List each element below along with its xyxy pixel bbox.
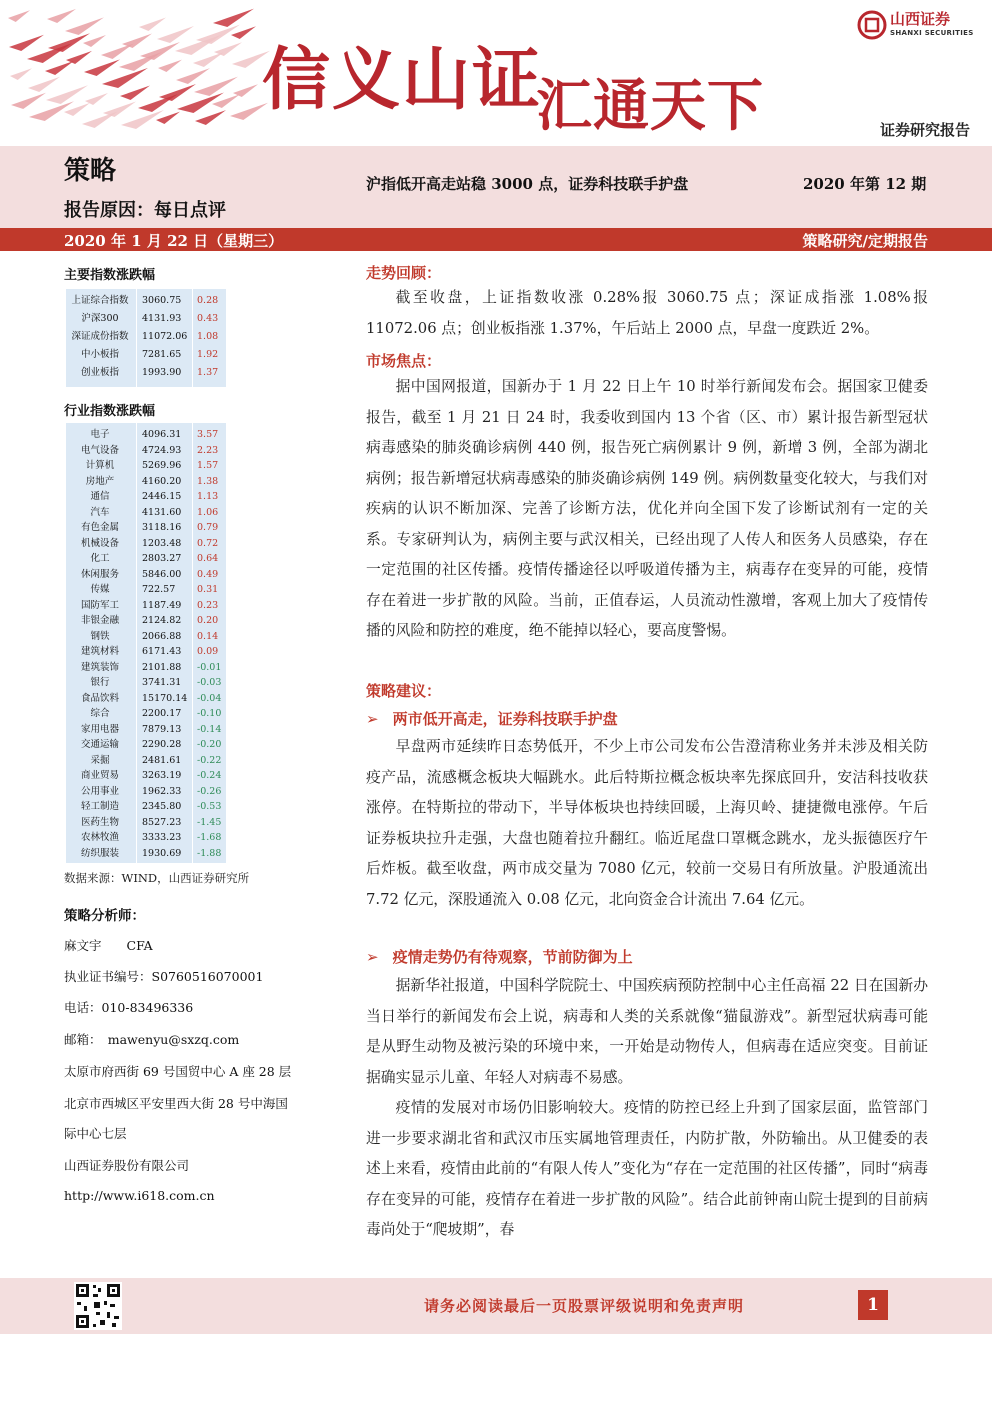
- table-row: [66, 706, 226, 721]
- row-change: 1.08: [197, 331, 219, 342]
- table-row: [66, 505, 226, 520]
- ribbon-streak: [194, 77, 238, 96]
- row-value: 2345.80: [142, 801, 182, 812]
- row-value: 11072.06: [142, 331, 188, 342]
- row-name: 商业贸易: [80, 770, 119, 781]
- ribbon-streak: [214, 42, 242, 56]
- report-date: 2020 年 1 月 22 日（星期三）: [64, 232, 284, 250]
- arrow-bullet-icon: ➢: [366, 710, 379, 728]
- table-row: [66, 691, 226, 706]
- table-row: [66, 799, 226, 814]
- row-value: 4131.93: [142, 313, 182, 324]
- disclaimer-notice: 请务必阅读最后一页股票评级说明和免责声明: [424, 1297, 745, 1315]
- row-change: 0.31: [197, 584, 219, 595]
- row-name: 医药生物: [80, 816, 119, 828]
- row-name: 建筑材料: [80, 646, 119, 657]
- ribbon-streak: [28, 77, 60, 92]
- row-change: -0.53: [197, 801, 222, 812]
- row-change: 0.72: [197, 537, 219, 549]
- row-value: 7879.13: [142, 723, 182, 735]
- row-value: 1203.48: [142, 537, 182, 549]
- table-row: [66, 293, 226, 308]
- ribbon-streak: [8, 10, 30, 22]
- row-name: 上证综合指数: [71, 295, 129, 306]
- row-change: -0.22: [197, 754, 222, 766]
- table-row: [66, 737, 226, 752]
- ribbon-streak: [213, 9, 254, 27]
- ribbon-streak: [65, 17, 104, 35]
- row-value: 4096.31: [142, 429, 182, 440]
- ribbon-streak: [193, 52, 224, 67]
- row-name: 沪深300: [81, 313, 119, 324]
- row-name: 传媒: [90, 584, 110, 595]
- table-row: [66, 567, 226, 582]
- row-change: -0.03: [197, 677, 222, 688]
- ribbon-streak: [120, 86, 150, 101]
- address-taiyuan: 太原市府西街 69 号国贸中心 A 座 28 层: [64, 1064, 292, 1079]
- table-row: [66, 675, 226, 690]
- row-change: -0.04: [197, 692, 222, 704]
- row-value: 5846.00: [142, 568, 182, 580]
- address-beijing-line2: 际中心七层: [64, 1126, 127, 1141]
- logo-text-en: SHANXI SECURITIES: [890, 29, 974, 37]
- ribbon-streak: [45, 61, 74, 75]
- row-value: 2124.82: [142, 615, 182, 626]
- row-change: 0.49: [197, 568, 219, 580]
- row-change: 2.23: [197, 444, 219, 456]
- row-name: 电气设备: [80, 444, 119, 456]
- table-row: [66, 329, 226, 344]
- section-title-focus: 市场焦点：: [366, 352, 442, 370]
- table-row: [66, 629, 226, 644]
- table-row: [66, 458, 226, 473]
- ribbon-streak: [233, 84, 258, 97]
- row-value: 3263.19: [142, 770, 182, 781]
- logo-text-cn: 山西证券: [890, 10, 951, 28]
- row-change: -0.24: [197, 770, 222, 781]
- ribbon-streak: [176, 68, 210, 84]
- table-row: [66, 536, 226, 551]
- arrow-bullet-icon: ➢: [366, 948, 379, 966]
- row-value: 722.57: [142, 584, 176, 595]
- phone-number: 电话：010-83496336: [64, 1000, 194, 1015]
- subsection-heading-epidemic: [366, 946, 633, 967]
- row-name: 化工: [90, 553, 110, 564]
- qr-code-icon: [74, 1282, 122, 1330]
- row-change: -1.68: [197, 832, 222, 843]
- analyst-title: 策略分析师：: [64, 908, 145, 924]
- row-change: -0.01: [197, 661, 222, 673]
- section-title-review: 走势回顾：: [366, 264, 442, 282]
- ribbon-streak: [48, 33, 90, 52]
- ribbon-streak: [122, 34, 152, 49]
- row-value: 2446.15: [142, 491, 182, 502]
- table-row: [66, 520, 226, 535]
- row-value: 4160.20: [142, 475, 182, 487]
- row-name: 深证成份指数: [71, 331, 129, 342]
- ribbon-streak: [159, 84, 196, 101]
- ribbon-streak: [158, 60, 182, 72]
- row-change: 1.06: [197, 506, 219, 518]
- ribbon-streak: [84, 59, 120, 76]
- ribbon-streak: [47, 9, 76, 23]
- row-change: 1.38: [197, 475, 219, 487]
- table-row: [66, 474, 226, 489]
- ribbon-streak: [9, 35, 44, 51]
- review-paragraph: 截至收盘，上证指数收涨 0.28%报 3060.75 点；深证成指涨 1.08%报 11072.06 点；创业板指涨 1.37%，午后站上 2000 点，早盘一度跌近 2%。: [366, 289, 928, 337]
- row-name: 创业板指: [80, 367, 119, 378]
- row-value: 2066.88: [142, 630, 182, 642]
- row-value: 1187.49: [142, 599, 182, 611]
- row-value: 3333.23: [142, 832, 182, 843]
- row-name: 有色金属: [80, 522, 119, 533]
- issue-number: 2020 年第 12 期: [803, 175, 927, 193]
- row-change: 3.57: [197, 429, 219, 440]
- row-name: 农林牧渔: [80, 832, 119, 843]
- ribbon-graphic: [0, 0, 300, 150]
- table-row: [66, 815, 226, 830]
- ribbon-streak: [140, 42, 180, 60]
- row-name: 休闲服务: [80, 568, 119, 580]
- row-change: 0.09: [197, 646, 219, 657]
- row-name: 电子: [90, 429, 110, 440]
- row-name: 交通运输: [80, 739, 119, 750]
- table-row: [66, 598, 226, 613]
- row-name: 钢铁: [90, 630, 110, 642]
- row-value: 2481.61: [142, 754, 182, 766]
- focus-paragraph: 据中国网报道，国新办于 1 月 22 日上午 10 时举行新闻发布会。据国家卫健委报告，截至 1 月 21 日 24 时，我委收到国内 13 个省（区、市）累计报告新型冠状病毒感染的肺炎确诊病例 440 例，报告死亡病例累计 9 例，新增 3 例，全部为湖北病例；报告新增冠状病毒感染的肺炎确诊病例 149 例。病例数量变化较大，与我们对疾病的认识不断加深、完善了诊断方法，优化并向全国下发了诊断试剂有一定的关系。专家研判认为，病例主要与武汉相关，已经出现了人传人和医务人员感染，存在一定范围的社区传播。疫情传播途径以呼吸道传播为主，病毒存在变异的可能，疫情存在着进一步扩散的风险。当前，正值春运，人员流动性激增，客观上加大了疫情传播的风险和防控的难度，绝不能掉以轻心，要高度警惕。: [366, 378, 928, 639]
- ribbon-streak: [157, 26, 194, 43]
- row-value: 2290.28: [142, 739, 182, 750]
- address-beijing-line1: 北京市西城区平安里西大街 28 号中海国: [64, 1096, 288, 1111]
- table-row: [66, 582, 226, 597]
- row-value: 2803.27: [142, 553, 182, 564]
- subsection-title-epidemic: 疫情走势仍有待观察，节前防御为上: [392, 948, 633, 966]
- data-source: 数据来源：WIND，山西证券研究所: [64, 871, 250, 885]
- page-number: 1: [858, 1290, 888, 1320]
- row-change: 0.43: [197, 313, 219, 324]
- row-value: 15170.14: [142, 692, 188, 704]
- row-change: -1.88: [197, 847, 222, 859]
- report-reason: 报告原因：每日点评: [64, 200, 226, 221]
- row-name: 综合: [90, 708, 110, 719]
- row-value: 1962.33: [142, 785, 182, 797]
- table-row: [66, 846, 226, 861]
- table-row: [66, 722, 226, 737]
- row-change: 0.64: [197, 553, 219, 564]
- row-value: 1993.90: [142, 367, 182, 378]
- market-paragraph: 早盘两市延续昨日态势低开，不少上市公司发布公告澄清称业务并未涉及相关防疫产品，流感概念板块大幅跳水。此后特斯拉概念板块率先探底回升，安洁科技收获涨停。在特斯拉的带动下，半导体板块也持续回暖，上海贝岭、捷捷微电涨停。午后证券板块拉升走强，大盘也随着拉升翻红。临近尾盘口罩概念跳水，龙头振德医疗午后炸板。截至收盘，两市成交量为 7080 亿元，较前一交易日有所放量。沪股通流出 7.72 亿元，深股通流入 0.08 亿元，北向资金合计流出 7.64 亿元。: [366, 738, 928, 908]
- table-row: [66, 613, 226, 628]
- report-category: 策略: [64, 156, 117, 186]
- ribbon-streak: [46, 85, 88, 104]
- subsection-heading-market: [366, 708, 618, 729]
- table-row: [66, 753, 226, 768]
- ribbon-streak: [103, 101, 136, 117]
- row-value: 4131.60: [142, 506, 182, 518]
- row-change: 1.37: [197, 367, 219, 378]
- row-value: 2101.88: [142, 661, 182, 673]
- row-change: 1.57: [197, 460, 219, 471]
- table-row: [66, 365, 226, 380]
- row-name: 公用事业: [80, 785, 119, 797]
- analyst-name: 麻文宇 CFA: [64, 938, 153, 953]
- row-name: 通信: [90, 491, 110, 502]
- subsection-title-market: 两市低开高走，证券科技联手护盘: [392, 710, 618, 728]
- report-headline: 沪指低开高走站稳 3000 点，证券科技联手护盘: [366, 175, 689, 193]
- row-change: -0.14: [197, 723, 222, 735]
- row-name: 纺织服装: [80, 847, 119, 859]
- row-value: 8527.23: [142, 816, 182, 828]
- ribbon-streak: [139, 18, 166, 31]
- table-row: [66, 784, 226, 799]
- ribbon-streak: [156, 112, 180, 124]
- table-row: [66, 443, 226, 458]
- row-name: 食品饮料: [80, 692, 119, 704]
- table-row: [66, 311, 226, 326]
- industry-table-title: 行业指数涨跌幅: [64, 404, 156, 419]
- row-value: 7281.65: [142, 349, 182, 360]
- index-table-title: 主要指数涨跌幅: [64, 268, 156, 283]
- row-name: 房地产: [85, 475, 115, 487]
- company-name: 山西证券股份有限公司: [64, 1158, 190, 1173]
- table-row: [66, 347, 226, 362]
- industry-table: [66, 423, 226, 863]
- table-row: [66, 551, 226, 566]
- epidemic-paragraph-2: 疫情的发展对市场仍旧影响较大。疫情的防控已经上升到了国家层面，监管部门进一步要求湖北省和武汉市压实属地管理责任，内防扩散，外防输出。从卫健委的表述上来看，疫情由此前的“有限人传人”变化为“存在一定范围的社区传播”，同时“病毒存在变异的可能，疫情存在着进一步扩散的风险”。结合此前钟南山院士提到的目前病毒尚处于“爬坡期”，春: [366, 1099, 928, 1238]
- row-value: 3741.31: [142, 677, 182, 688]
- row-change: 1.13: [197, 491, 219, 502]
- row-change: 0.14: [197, 630, 219, 642]
- ribbon-streak: [231, 26, 256, 39]
- ribbon-streak: [83, 35, 106, 47]
- slogan-part1: 信义山证: [262, 41, 543, 120]
- email-address[interactable]: 邮箱： mawenyu@sxzq.com: [64, 1032, 240, 1047]
- report-type-label: 证券研究报告: [879, 121, 970, 139]
- row-name: 国防军工: [80, 599, 119, 611]
- row-name: 轻工制造: [80, 801, 119, 812]
- certificate-number: 执业证书编号：S0760516070001: [64, 969, 264, 984]
- row-value: 2200.17: [142, 708, 182, 719]
- row-name: 中小板指: [80, 349, 119, 360]
- company-website[interactable]: http://www.i618.com.cn: [64, 1188, 215, 1203]
- table-row: [66, 660, 226, 675]
- row-value: 3060.75: [142, 295, 182, 306]
- section-title-advice: 策略建议：: [366, 682, 442, 700]
- row-change: -0.20: [197, 739, 222, 750]
- row-name: 汽车: [90, 506, 110, 518]
- table-row: [66, 768, 226, 783]
- ribbon-streak: [66, 51, 92, 64]
- row-name: 非银金融: [80, 615, 119, 626]
- row-change: -0.26: [197, 785, 222, 797]
- slogan-part2: 汇通天下: [536, 74, 764, 139]
- row-value: 3118.16: [142, 522, 182, 533]
- row-change: -1.45: [197, 816, 222, 828]
- row-value: 5269.96: [142, 460, 182, 471]
- epidemic-paragraph-1: 据新华社报道，中国科学院院士、中国疾病预防控制中心主任高福 22 日在国新办当日举行的新闻发布会上说，病毒和人类的关系就像“猫鼠游戏”。新型冠状病毒可能是从野生动物及被污染的环境中来，一开始是动物传人，但病毒在适应突变。目前证据确实显示儿童、年轻人对病毒不易感。: [366, 977, 928, 1086]
- table-row: [66, 427, 226, 442]
- table-row: [66, 489, 226, 504]
- row-name: 机械设备: [80, 537, 119, 549]
- row-name: 采掘: [90, 754, 110, 766]
- row-name: 家用电器: [80, 723, 119, 735]
- ribbon-streak: [85, 93, 108, 105]
- ribbon-streak: [10, 68, 32, 80]
- report-series: 策略研究/定期报告: [802, 232, 928, 250]
- index-table: [66, 289, 226, 387]
- row-change: 1.92: [197, 349, 219, 360]
- row-change: 0.23: [197, 599, 219, 611]
- row-value: 4724.93: [142, 444, 182, 456]
- row-change: 0.28: [197, 295, 219, 306]
- ribbon-streak: [102, 68, 148, 88]
- row-value: 1930.69: [142, 847, 182, 859]
- row-name: 建筑装饰: [80, 661, 119, 673]
- row-change: 0.79: [197, 522, 219, 533]
- table-row: [66, 830, 226, 845]
- row-change: -0.10: [197, 708, 222, 719]
- ribbon-streak: [11, 93, 46, 109]
- row-change: 0.20: [197, 615, 219, 626]
- row-name: 银行: [90, 677, 110, 688]
- table-row: [66, 644, 226, 659]
- ribbon-streak: [195, 110, 226, 125]
- row-value: 6171.43: [142, 646, 182, 657]
- row-name: 计算机: [85, 460, 115, 471]
